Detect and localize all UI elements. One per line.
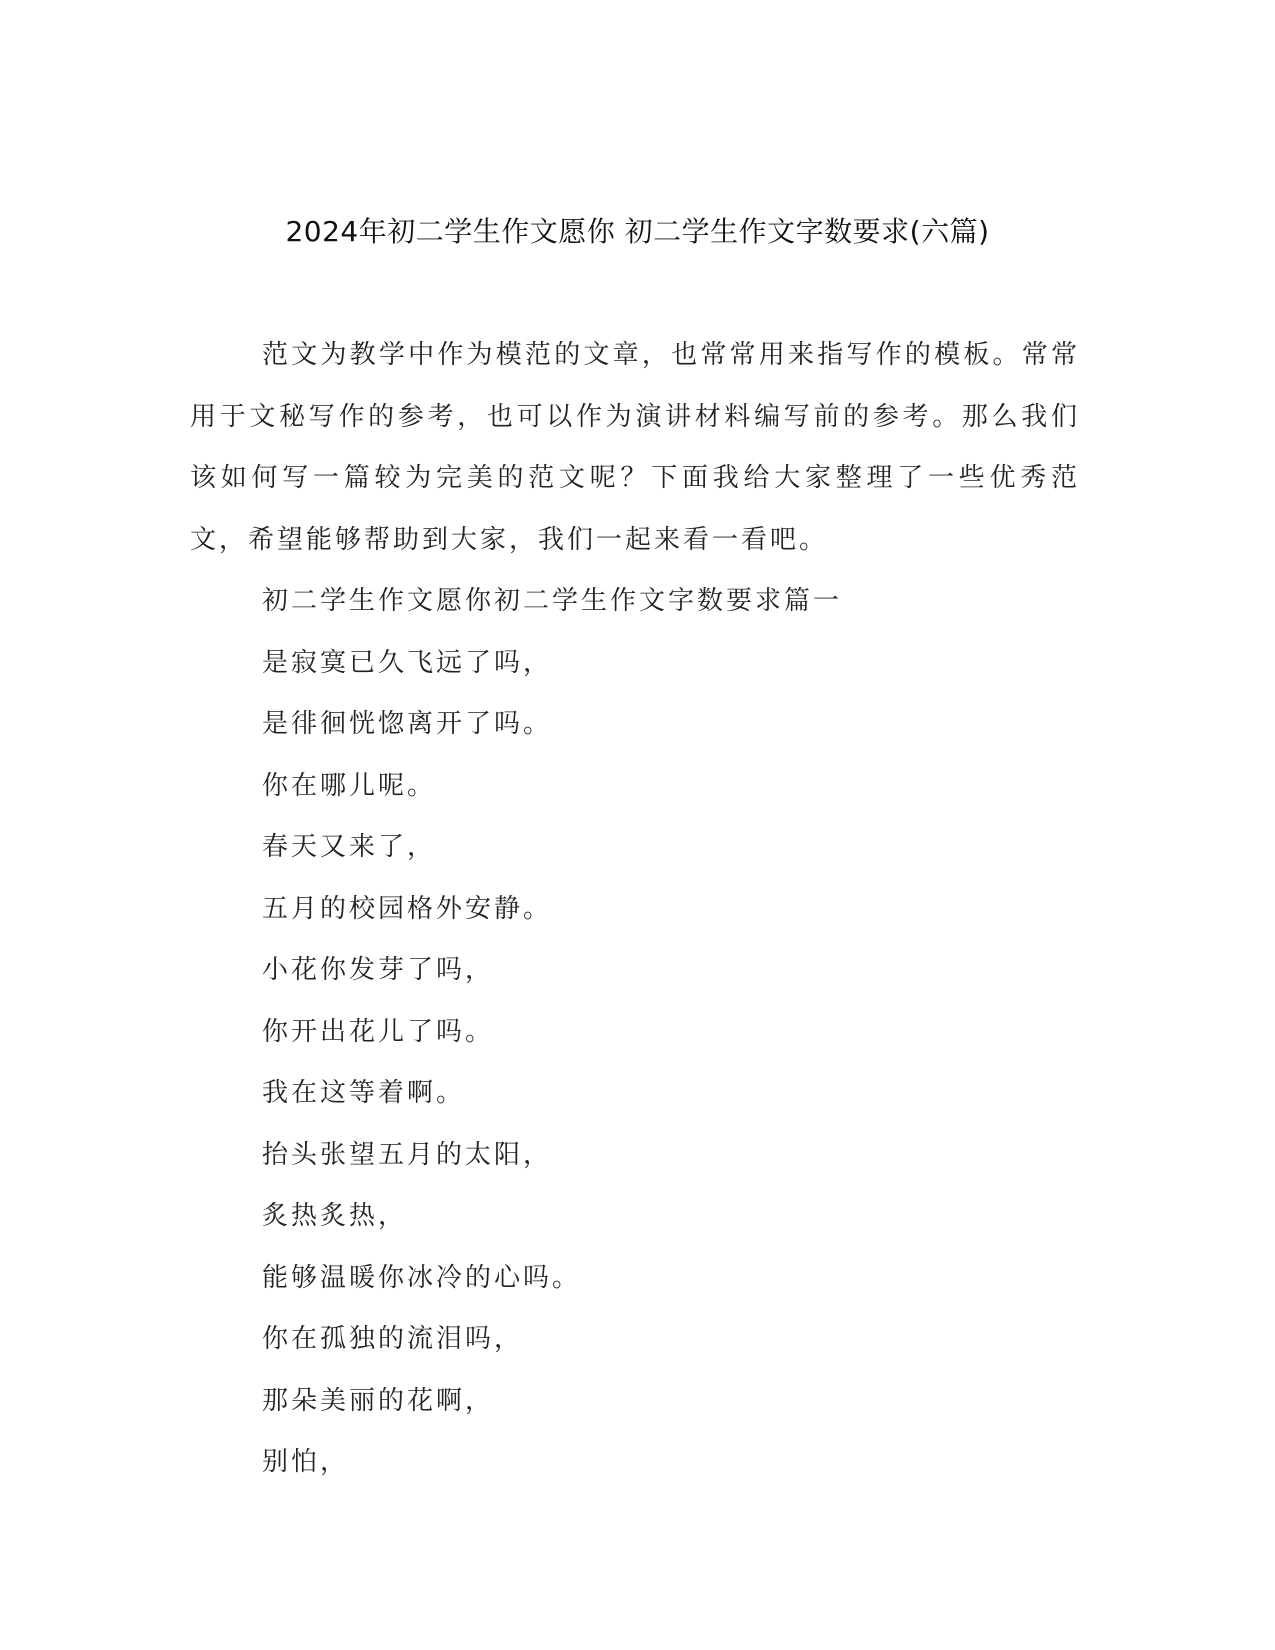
text-line: 五月的校园格外安静。	[262, 893, 553, 924]
text-line: 小花你发芽了吗，	[262, 955, 495, 985]
text-line: 是寂寞已久飞远了吗，	[262, 647, 553, 678]
document-body	[190, 325, 1080, 1494]
text-line: 能够温暖你冰冷的心吗。	[262, 1262, 582, 1293]
text-line: 你开出花儿了吗。	[262, 1016, 495, 1047]
section-heading: 初二学生作文愿你初二学生作文字数要求篇一	[262, 586, 843, 616]
text-line: 抬头张望五月的太阳，	[262, 1139, 553, 1170]
document-title: 2024年初二学生作文愿你 初二学生作文字数要求(六篇)	[285, 215, 990, 248]
intro-paragraph: 范文为教学中作为模范的文章，也常常用来指写作的模板。常常用于文秘写作的参考，也可以作为演讲材料编写前的参考。那么我们该如何写一篇较为完美的范文呢？下面我给大家整理了一些优秀范文，希望能够帮助到大家，我们一起来看一看吧。	[190, 340, 1080, 555]
text-line: 你在孤独的流泪吗，	[262, 1324, 524, 1354]
text-line: 那朵美丽的花啊，	[262, 1385, 495, 1416]
poem-lines	[190, 571, 1080, 1494]
text-line: 春天又来了，	[262, 832, 437, 862]
text-line: 是徘徊恍惚离开了吗。	[262, 709, 553, 739]
text-line: 炙热炙热，	[262, 1201, 408, 1231]
text-line: 别怕，	[262, 1447, 350, 1477]
text-line: 你在哪儿呢。	[262, 770, 437, 801]
text-line: 我在这等着啊。	[262, 1078, 466, 1108]
